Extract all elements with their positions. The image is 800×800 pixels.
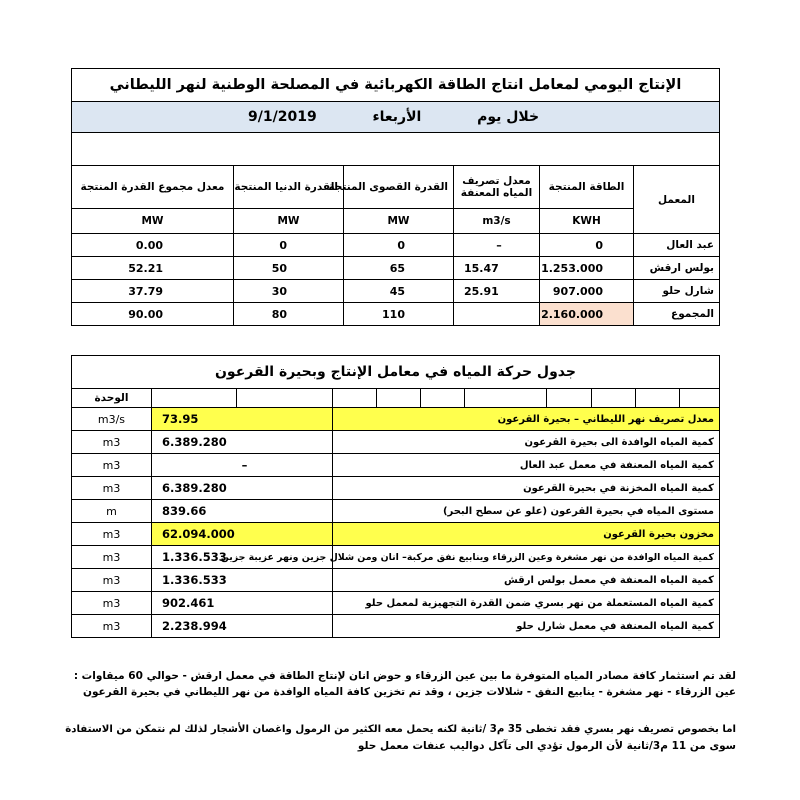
unit-energy: KWH: [540, 209, 634, 234]
avg-value: 0.00: [71, 234, 233, 257]
table-row: [71, 408, 719, 431]
grid-cell: [421, 389, 465, 408]
period-label: خلال يوم: [477, 109, 540, 125]
min-value: 30: [234, 280, 344, 303]
row-unit: m3: [71, 454, 151, 477]
row-unit: m3/s: [71, 408, 151, 431]
row-unit: m3: [71, 431, 151, 454]
flow-value: 15.47: [454, 257, 540, 280]
row-value: 2.238.994: [152, 615, 333, 638]
row-unit: m3: [71, 546, 151, 569]
header-avg: معدل مجموع القدرة المنتجة: [71, 166, 233, 209]
table-row: [71, 569, 719, 592]
min-value: 0: [234, 234, 344, 257]
table-row: [71, 431, 719, 454]
energy-value: 0: [540, 234, 634, 257]
production-table: [71, 68, 720, 326]
avg-value: 37.79: [71, 280, 233, 303]
header-plant: المعمل: [634, 166, 720, 234]
unit-max: MW: [344, 209, 454, 234]
unit-avg: MW: [71, 209, 233, 234]
grid-cell: [237, 389, 333, 408]
row-unit: m: [71, 500, 151, 523]
grid-cell: [680, 389, 720, 408]
max-value: 65: [344, 257, 454, 280]
row-unit: m3: [71, 523, 151, 546]
grid-cell: [592, 389, 636, 408]
flow-value: –: [454, 234, 540, 257]
table-row: [71, 257, 719, 280]
table-row: [71, 523, 719, 546]
row-value: –: [152, 454, 333, 477]
row-value: 6.389.280: [152, 477, 333, 500]
row-value: 1.336.533: [152, 569, 333, 592]
row-description: كمية المياه المعنفة في معمل عبد العال: [333, 454, 720, 477]
plant-name: بولس ارقش: [634, 257, 720, 280]
flow-value: 25.91: [454, 280, 540, 303]
note-line: لقد تم استثمار كافة مصادر المياه المتوفرة ما بين عين الزرقاء و حوض انان لإنتاج الطاقة في معمل ارقش - حوالي 60 ميقاوات :: [73, 670, 736, 682]
grid-cell: [636, 389, 680, 408]
table-row: [71, 477, 719, 500]
water-title: جدول حركة المياه في معامل الإنتاج وبحيرة القرعون: [71, 356, 719, 389]
table-row: [71, 546, 719, 569]
table-row: [71, 234, 719, 257]
table-row: [71, 615, 719, 638]
row-unit: m3: [71, 615, 151, 638]
table-row: [71, 454, 719, 477]
min-value: 50: [234, 257, 344, 280]
total-label: المجموع: [634, 303, 720, 326]
header-energy: الطاقة المنتجة: [540, 166, 634, 209]
row-unit: m3: [71, 592, 151, 615]
production-table-wrapper: [72, 68, 720, 326]
energy-value: 1.253.000: [540, 257, 634, 280]
row-description: مستوى المياه في بحيرة القرعون (علو عن سطح البحر): [333, 500, 720, 523]
row-unit: m3: [71, 477, 151, 500]
header-max: القدرة القصوى المنتجة: [344, 166, 454, 209]
row-value: 6.389.280: [152, 431, 333, 454]
energy-value: 907.000: [540, 280, 634, 303]
max-value: 45: [344, 280, 454, 303]
avg-value: 52.21: [71, 257, 233, 280]
note-line: سوى من 11 م3/ثانية لأن الرمول تؤدي الى تآكل دواليب عنفات معمل حلو: [357, 740, 736, 752]
row-description: كمية المياه الوافدة الى بحيرة القرعون: [333, 431, 720, 454]
table-row: [71, 592, 719, 615]
row-value: 1.336.533: [152, 546, 333, 569]
note-line: اما بخصوص تصريف نهر بسري فقد تخطى 35 م3 /ثانية لكنه يحمل معه الكثير من الرمول واغصان الأشجار لذلك لم نتمكن من الاستفادة: [65, 724, 736, 735]
header-flow-line2: المياه المعنفة: [460, 187, 533, 199]
notes: [56, 668, 736, 754]
grid-cell: [465, 389, 547, 408]
row-description: كمية المياه المستعملة من نهر بسري ضمن القدرة التجهيزية لمعمل حلو: [333, 592, 720, 615]
total-max-value: 110: [344, 303, 454, 326]
water-table-wrapper: [72, 355, 720, 638]
day-label: الأربعاء: [372, 109, 422, 125]
header-min: القدرة الدنيا المنتجة: [234, 166, 344, 209]
row-description: معدل تصريف نهر الليطاني – بحيرة القرعون: [333, 408, 720, 431]
row-description: كمية المياه المعنفة في معمل شارل حلو: [333, 615, 720, 638]
plant-name: شارل حلو: [634, 280, 720, 303]
grid-cell: [547, 389, 592, 408]
header-flow-line1: معدل تصريف: [462, 175, 531, 187]
blank-row: [71, 133, 719, 166]
row-value: 62.094.000: [152, 523, 333, 546]
note-line: عين الزرقاء - نهر مشغرة - ينابيع النفق - شلالات جزين ، وقد تم تخزين كافة المياه الوافدة من نهر الليطاني في بحيرة القرعون: [83, 686, 736, 698]
grid-cell: [333, 389, 377, 408]
max-value: 0: [344, 234, 454, 257]
table-row: [71, 500, 719, 523]
unit-header: الوحدة: [71, 389, 151, 408]
table-row: [71, 280, 719, 303]
water-table: [71, 355, 720, 638]
total-avg-value: 90.00: [71, 303, 233, 326]
row-description: كمية المياه المعنفة في معمل بولس ارقش: [333, 569, 720, 592]
row-description: مخزون بحيرة القرعون: [333, 523, 720, 546]
plant-name: عبد العال: [634, 234, 720, 257]
header-flow: [454, 166, 540, 209]
grid-cell: [377, 389, 421, 408]
row-value: 73.95: [152, 408, 333, 431]
unit-flow: m3/s: [454, 209, 540, 234]
row-description: كمية المياه المخزنة في بحيرة القرعون: [333, 477, 720, 500]
grid-cell: [152, 389, 237, 408]
row-description: كمية المياه الوافدة من نهر مشغرة وعين الزرقاء وينابيع نفق مركبة– انان ومن شلال جزين ونهر عزيبة جزين: [333, 546, 720, 569]
production-date-row: [71, 102, 719, 133]
row-value: 902.461: [152, 592, 333, 615]
production-title: الإنتاج اليومي لمعامل انتاج الطاقة الكهربائية في المصلحة الوطنية لنهر الليطاني: [71, 69, 719, 102]
row-value: 839.66: [152, 500, 333, 523]
total-row: [71, 303, 719, 326]
total-min-value: 80: [234, 303, 344, 326]
unit-min: MW: [234, 209, 344, 234]
date-label: 9/1/2019: [248, 109, 317, 125]
total-flow-value: [454, 303, 540, 326]
total-energy-value: 2.160.000: [540, 303, 634, 326]
row-unit: m3: [71, 569, 151, 592]
